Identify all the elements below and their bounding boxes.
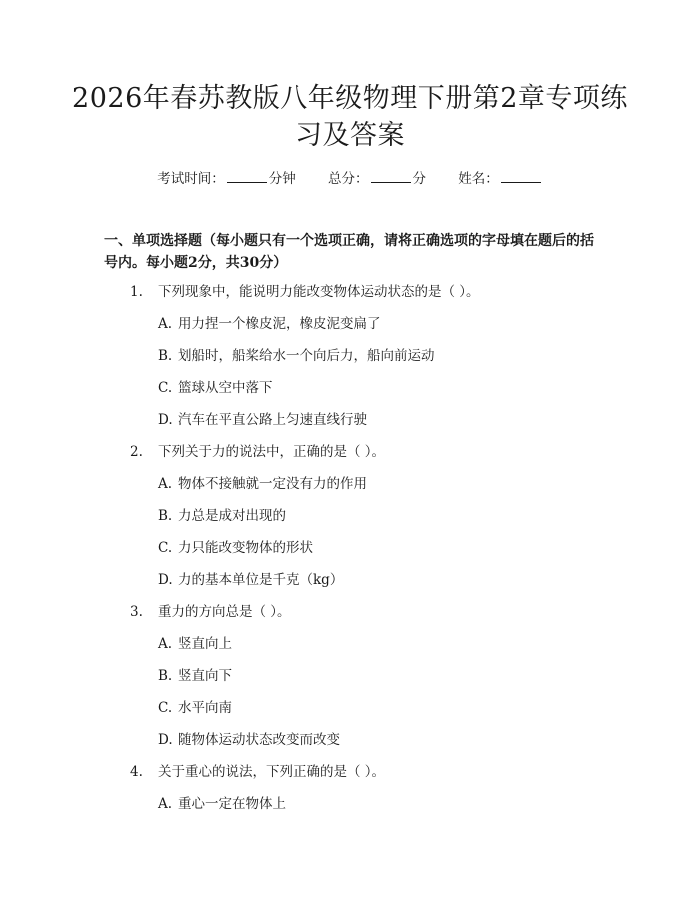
- option-text: 划船时，船桨给水一个向后力，船向前运动: [178, 348, 435, 364]
- question-1-option-c: [158, 379, 273, 397]
- question-1-option-a: [158, 315, 381, 333]
- question-1-option-b: [158, 347, 435, 365]
- document-title: 2026年春苏教版八年级物理下册第2章专项练习及答案: [72, 83, 628, 151]
- option-label: B.: [158, 508, 173, 524]
- option-text: 篮球从空中落下: [178, 380, 273, 396]
- question-stem: 下列现象中，能说明力能改变物体运动状态的是（ ）。: [158, 284, 480, 300]
- option-text: 用力捏一个橡皮泥，橡皮泥变扁了: [178, 316, 381, 332]
- option-text: 竖直向下: [178, 668, 232, 684]
- option-label: B.: [158, 668, 173, 684]
- option-text: 竖直向上: [178, 636, 232, 652]
- option-label: A.: [158, 796, 173, 812]
- option-text: 力总是成对出现的: [178, 508, 286, 524]
- question-2: [130, 443, 385, 461]
- option-label: A.: [158, 636, 173, 652]
- question-stem: 重力的方向总是（ ）。: [158, 604, 291, 620]
- total-score-label: 总分：: [328, 171, 369, 187]
- option-label: C.: [158, 380, 173, 396]
- option-text: 汽车在平直公路上匀速直线行驶: [178, 412, 367, 428]
- question-3: [130, 603, 291, 621]
- question-4-option-a: [158, 795, 286, 813]
- question-stem: 关于重心的说法，下列正确的是（ ）。: [158, 764, 386, 780]
- exam-time-blank: [227, 170, 267, 183]
- option-label: A.: [158, 316, 173, 332]
- question-3-option-d: [158, 731, 340, 749]
- option-label: D.: [158, 732, 173, 748]
- question-number: 3.: [130, 604, 143, 620]
- option-text: 重心一定在物体上: [178, 796, 286, 812]
- option-text: 力的基本单位是千克（kg）: [178, 572, 344, 588]
- option-label: C.: [158, 700, 173, 716]
- question-number: 4.: [130, 764, 143, 780]
- exam-time-unit: 分钟: [268, 171, 296, 187]
- question-number: 1.: [130, 284, 143, 300]
- option-text: 水平向南: [178, 700, 232, 716]
- option-label: B.: [158, 348, 173, 364]
- option-label: A.: [158, 476, 173, 492]
- option-text: 力只能改变物体的形状: [178, 540, 313, 556]
- option-label: D.: [158, 572, 173, 588]
- question-number: 2.: [130, 444, 143, 460]
- question-4: [130, 763, 385, 781]
- question-stem: 下列关于力的说法中，正确的是（ ）。: [158, 444, 386, 460]
- option-label: C.: [158, 540, 173, 556]
- question-2-option-c: [158, 539, 313, 557]
- question-2-option-a: [158, 475, 367, 493]
- total-score-unit: 分: [412, 171, 426, 187]
- option-label: D.: [158, 412, 173, 428]
- question-3-option-b: [158, 667, 232, 685]
- question-2-option-d: [158, 571, 343, 589]
- question-2-option-b: [158, 507, 286, 525]
- question-1-option-d: [158, 411, 367, 429]
- student-name-field: [458, 171, 543, 187]
- exam-time-field: [157, 171, 296, 187]
- question-3-option-a: [158, 635, 232, 653]
- total-score-blank: [371, 170, 411, 183]
- option-text: 物体不接触就一定没有力的作用: [178, 476, 367, 492]
- option-text: 随物体运动状态改变而改变: [178, 732, 340, 748]
- total-score-field: [328, 171, 426, 187]
- question-3-option-c: [158, 699, 232, 717]
- student-name-label: 姓名：: [458, 171, 499, 187]
- question-1: [130, 283, 480, 301]
- student-name-blank: [501, 170, 541, 183]
- exam-info-line: [0, 170, 700, 188]
- section-heading: 一、单项选择题（每小题只有一个选项正确，请将正确选项的字母填在题后的括号内。每小题2分，共30分）: [104, 233, 594, 271]
- exam-time-label: 考试时间：: [157, 171, 225, 187]
